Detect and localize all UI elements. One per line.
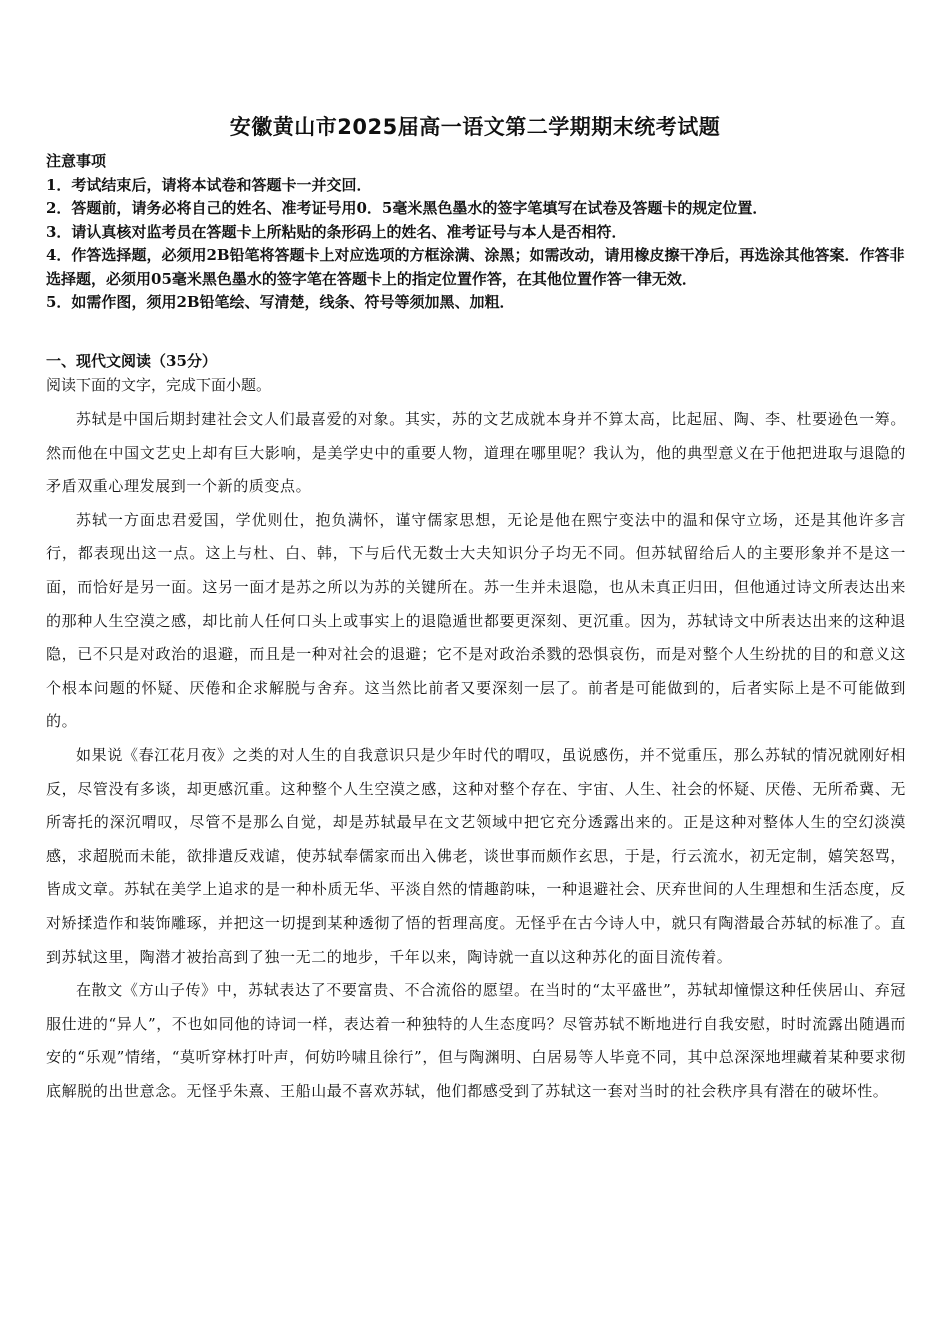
passage-paragraph-4: 在散文《方山子传》中，苏轼表达了不要富贵、不合流俗的愿望。在当时的“太平盛世”，苏轼却憧憬这种任侠居山、弃冠服仕进的“异人”，不也如同他的诗词一样，表达着一种独特的人生态度吗？尽管苏轼不断地进行自我安慰，时时流露出随遇而安的“乐观”情绪，“莫听穿林打叶声，何妨吟啸且徐行”，但与陶渊明、白居易等人毕竟不同，其中总深深地埋藏着某种要求彻底解脱的出世意念。无怪乎朱熹、王船山最不喜欢苏轼，他们都感受到了苏轼这一套对当时的社会秩序具有潜在的破坏性。 xyxy=(46,981,906,1100)
passage-paragraph-3: 如果说《春江花月夜》之类的对人生的自我意识只是少年时代的喟叹，虽说感伤，并不觉重压，那么苏轼的情况就刚好相反，尽管没有多谈，却更感沉重。这种整个人生空漠之感，这种对整个存在、宇宙、人生、社会的怀疑、厌倦、无所希冀、无所寄托的深沉喟叹，尽管不是那么自觉，却是苏轼最早在文艺领域中把它充分透露出来的。正是这种对整体人生的空幻淡漠感，求超脱而未能，欲排遣反戏谑，使苏轼奉儒家而出入佛老，谈世事而颇作玄思，于是，行云流水，初无定制，嬉笑怒骂，皆成文章。苏轼在美学上追求的是一种朴质无华、平淡自然的情趣韵味，一种退避社会、厌弃世间的人生理想和生活态度，反对矫揉造作和装饰雕琢，并把这一切提到某种透彻了悟的哲理高度。无怪乎在古今诗人中，就只有陶潜最合苏轼的标准了。直到苏轼这里，陶潜才被抬高到了独一无二的地步，千年以来，陶诗就一直以这种苏化的面目流传着。 xyxy=(46,745,906,966)
passage-paragraph-2: 苏轼一方面忠君爱国，学优则仕，抱负满怀，谨守儒家思想，无论是他在熙宁变法中的温和保守立场，还是其他许多言行，都表现出这一点。这上与杜、白、韩，下与后代无数士大夫知识分子均无不同。但苏轼留给后人的主要形象并不是这一面，而恰好是另一面。这另一面才是苏之所以为苏的关键所在。苏一生并未退隐，也从未真正归田，但他通过诗文所表达出来的那种人生空漠之感，却比前人任何口头上或事实上的退隐遁世都要更深刻、更沉重。因为，苏轼诗文中所表达出来的这种退隐，已不只是对政治的退避，而且是一种对社会的退避；它不是对政治杀戮的恐惧哀伤，而是对整个人生纷扰的目的和意义这个根本问题的怀疑、厌倦和企求解脱与舍弃。这当然比前者又要深刻一层了。前者是可能做到的，后者实际上是不可能做到的。 xyxy=(46,510,906,731)
notice-item-3: 3．请认真核对监考员在答题卡上所粘贴的条形码上的姓名、准考证号与本人是否相符． xyxy=(46,222,627,241)
notice-item-5: 5．如需作图，须用2B铅笔绘、写清楚，线条、符号等须加黑、加粗． xyxy=(46,293,515,311)
passage-paragraph-1: 苏轼是中国后期封建社会文人们最喜爱的对象。其实，苏的文艺成就本身并不算太高，比起屈、陶、李、杜要逊色一筹。然而他在中国文艺史上却有巨大影响，是美学史中的重要人物，道理在哪里呢？我认为，他的典型意义在于他把进取与退隐的矛盾双重心理发展到一个新的质变点。 xyxy=(46,410,906,496)
notice-block xyxy=(46,150,911,315)
notice-item-1: 1．考试结束后，请将本试卷和答题卡一并交回． xyxy=(46,175,372,194)
exam-title: 安徽黄山市2025届高一语文第二学期期末统考试题 xyxy=(229,115,721,139)
reading-instruction: 阅读下面的文字，完成下面小题。 xyxy=(46,376,272,394)
notice-item-2: 2．答题前，请务必将自己的姓名、准考证号用0．5毫米黑色墨水的签字笔填写在试卷及答题卡的规定位置． xyxy=(46,199,768,217)
reading-passage xyxy=(46,403,906,1108)
section-heading: 一、现代文阅读（35分） xyxy=(46,352,217,370)
notice-heading: 注意事项 xyxy=(46,152,107,170)
notice-item-4: 4．作答选择题，必须用2B铅笔将答题卡上对应选项的方框涂满、涂黑；如需改动，请用橡皮擦干净后，再选涂其他答案．作答非选择题，必须用05毫米黑色墨水的签字笔在答题卡上的指定位置作答，在其他位置作答一律无效． xyxy=(46,246,905,288)
